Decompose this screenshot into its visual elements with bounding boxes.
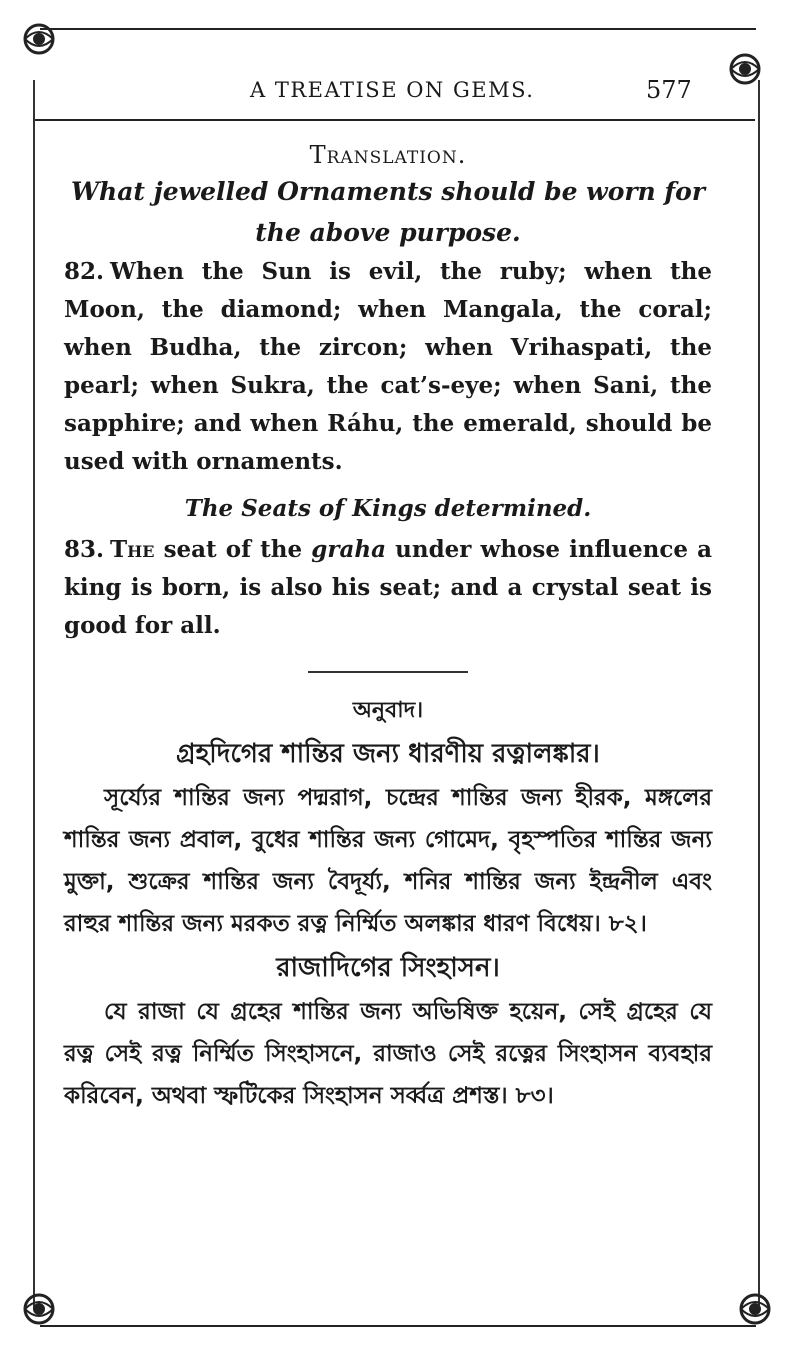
bengali-paragraph-82: সূর্য্যের শান্তির জন্য পদ্মরাগ, চন্দ্রের শান্তির জন্য হীরক, মঙ্গলের শান্তির জন্য প্রবাল, বুধের শান্তির জন্য গোমেদ, বৃহস্পতির শান্তির জন্য মুক্তা, শুক্রের শান্তির জন্য বৈদূর্য্য, শনির শান্তির জন্য ইন্দ্রনীল এবং রাহুর শান্তির জন্য মরকত রত্ন নির্ম্মিত অলঙ্কার ধারণ বিধেয়। ৮২।	[64, 785, 712, 937]
ornamental-border-right	[752, 80, 760, 1310]
paragraph-number: 82.	[64, 258, 105, 285]
ornaments-heading: What jewelled Ornaments should be worn for the above purpose.	[70, 177, 706, 247]
paragraph-83	[64, 531, 712, 645]
paragraph-number: 83.	[64, 536, 105, 563]
bengali-title-ornaments: গ্রহদিগের শান্তির জন্য ধারণীয় রত্নালঙ্কার।	[176, 739, 600, 769]
corner-ornament-icon	[20, 1290, 58, 1328]
section-divider	[308, 671, 468, 673]
ornamental-border-bottom	[40, 1305, 756, 1327]
translation-heading: Translation.	[309, 141, 467, 169]
seats-heading: The Seats of Kings determined.	[184, 495, 592, 522]
ornamental-border-top	[40, 28, 756, 50]
bengali-label: অনুবাদ।	[352, 698, 424, 723]
paragraph-text: When the Sun is evil, the ruby; when the Moon, the diamond; when Mangala, the coral; when Budha, the zircon; when Vrihaspati, the pearl; when Sukra, the cat’s-eye; when Sani, the sapphire; and when Ráhu, the emerald, should be used with ornaments.	[64, 258, 712, 475]
paragraph-lead: The	[110, 536, 155, 563]
page-number: 577	[646, 76, 692, 104]
paragraph-text: under whose influence a king is born, is also his seat; and a crystal seat is good for all.	[64, 536, 712, 639]
corner-ornament-icon	[726, 50, 764, 88]
ornamental-border-left	[33, 80, 41, 1310]
corner-ornament-icon	[20, 20, 58, 58]
running-header	[60, 74, 720, 108]
bengali-title-seats: রাজাদিগের সিংহাসন।	[276, 953, 500, 983]
paragraph-82	[64, 253, 712, 481]
corner-ornament-icon	[736, 1290, 774, 1328]
paragraph-italic-term: graha	[311, 536, 386, 563]
bengali-paragraph-83: যে রাজা যে গ্রহের শান্তির জন্য অভিষিক্ত হয়েন, সেই গ্রহের যে রত্ন সেই রত্ন নির্ম্মিত সিংহাসনে, রাজাও সেই রত্নের সিংহাসন ব্যবহার করিবেন, অথবা স্ফটিকের সিংহাসন সর্ব্বত্র প্রশস্ত। ৮৩।	[64, 999, 712, 1109]
running-title: A TREATISE ON GEMS.	[250, 78, 535, 102]
paragraph-text: seat of the	[154, 536, 312, 563]
page-content	[64, 135, 712, 1117]
header-rule	[35, 119, 755, 121]
